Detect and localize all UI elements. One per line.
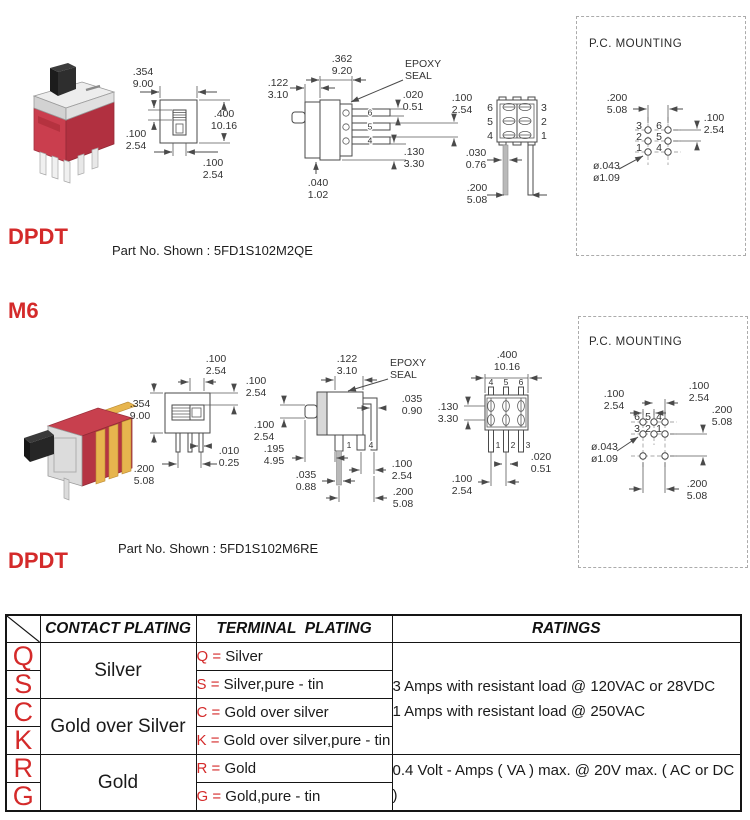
dim-s1-tv-width-mm: 9.00: [132, 78, 154, 90]
code-k: K: [6, 727, 40, 755]
header-contact-plating: CONTACT PLATING: [40, 615, 196, 643]
dim-s2-sv-pint-mm: 0.90: [401, 405, 423, 417]
dim-s2-sv-pitch-mm: 2.54: [391, 470, 413, 482]
terminal-k: K = Gold over silver,pure - tin: [196, 727, 392, 755]
pc1-hole-4: 4: [656, 142, 662, 154]
pc2-hole-6: 6: [634, 411, 640, 423]
dim-s2-tv-travel-mm: 2.54: [205, 365, 227, 377]
dim-s1-tv-sliderw-mm: 2.54: [202, 169, 224, 181]
table-corner-cell: [6, 615, 40, 643]
s1-sv-pin-5: 5: [367, 121, 373, 132]
dim-s1-tv-height-mm: 10.16: [210, 120, 238, 132]
s2-side-view: [254, 353, 426, 510]
terminal-s: S = Silver,pure - tin: [196, 671, 392, 699]
dim-s2-tv-span-mm: 5.08: [133, 475, 155, 487]
s1-sv-pin-4: 4: [367, 135, 373, 146]
s1-fv-pin-2: 2: [541, 116, 547, 128]
s1-top-view: [126, 66, 238, 181]
type-label-dpdt-2: DPDT: [8, 548, 68, 573]
dim-s1-sv-flange-mm: 1.02: [307, 189, 329, 201]
dim-s2-tv-pint-in: .010: [218, 445, 240, 457]
dim-s2-fv-pint-mm: 0.51: [530, 463, 552, 475]
table-row: [6, 755, 741, 783]
s1-fv-pin-5: 5: [487, 116, 493, 128]
plating-ratings-table-wrap: [5, 614, 742, 812]
dim-pc2-legoffset-in: .200: [711, 404, 733, 416]
dim-s2-tv-edge-in: .100: [245, 375, 267, 387]
s1-sv-pin-6: 6: [367, 107, 373, 118]
dim-s1-sv-pitch-mm: 2.54: [451, 104, 473, 116]
dim-s1-tv-width-in: .354: [132, 66, 154, 78]
dim-s2-sv-bushing-in: .122: [336, 353, 358, 365]
s1-fv-pin-4: 4: [487, 130, 493, 142]
table-row: [6, 643, 741, 671]
s2-fv-pin-3: 3: [525, 440, 531, 450]
dim-s1-fv-pinw-mm: 0.76: [465, 159, 487, 171]
pc2-hole-4: 4: [656, 411, 662, 423]
dim-s1-sv-bodyw-mm: 9.20: [331, 65, 353, 77]
dim-pc2-holedia-in: ø.043: [591, 441, 618, 453]
pc2-hole-1: 1: [656, 423, 662, 435]
dim-s1-fv-span-in: .200: [466, 182, 488, 194]
dim-s2-sv-bushing-mm: 3.10: [336, 365, 358, 377]
dim-s2-sv-act-in: .100: [253, 419, 275, 431]
dim-s2-fv-pint-in: .020: [530, 451, 552, 463]
terminal-c: C = Gold over silver: [196, 699, 392, 727]
dim-s2-fv-pitch-mm: 2.54: [451, 485, 473, 497]
switch-photo-vertical-body: [34, 63, 114, 183]
code-r: R: [6, 755, 40, 783]
terminal-g: G = Gold,pure - tin: [196, 783, 392, 812]
dim-pc1-rowpitch-in: .100: [703, 112, 725, 124]
dim-s2-tv-span-in: .200: [133, 463, 155, 475]
dim-s2-sv-pint-in: .035: [401, 393, 423, 405]
dim-pc1-holedia-in: ø.043: [593, 160, 620, 172]
dim-s2-sv-legspan-in: .200: [392, 486, 414, 498]
ratings-group-1: 3 Amps with resistant load @ 120VAC or 28VDC 1 Amps with resistant load @ 250VAC: [392, 643, 741, 755]
dim-s1-tv-travel-mm: 2.54: [125, 140, 147, 152]
dim-pc1-rowpitch-mm: 2.54: [703, 124, 725, 136]
dim-pc2-pitchb-mm: 2.54: [688, 392, 710, 404]
epoxy-seal-label-1: EPOXY: [405, 58, 442, 70]
terminal-q: Q = Silver: [196, 643, 392, 671]
dim-s1-sv-pint-in: .020: [402, 89, 424, 101]
dim-pc2-legoffset-mm: 5.08: [711, 416, 733, 428]
header-ratings: RATINGS: [392, 615, 741, 643]
epoxy-seal-label-2-1: EPOXY: [390, 357, 427, 369]
dim-s1-sv-bushing-in: .122: [267, 77, 289, 89]
dim-s2-sv-depth-in: .195: [263, 443, 285, 455]
pc-mounting-box-2: [578, 316, 748, 568]
drawings-dpdt-m2: [110, 40, 580, 240]
header-terminal-plating: TERMINAL PLATING: [196, 615, 392, 643]
epoxy-seal-label-2: SEAL: [405, 70, 432, 82]
part-no-1: Part No. Shown : 5FD1S102M2QE: [112, 243, 313, 258]
code-g: G: [6, 783, 40, 812]
dim-pc2-holedia-mm: ø1.09: [591, 453, 618, 465]
dim-pc2-legspan-in: .200: [686, 478, 708, 490]
s1-fv-pin-1: 1: [541, 130, 547, 142]
dim-s1-fv-pinw-in: .030: [465, 147, 487, 159]
pc1-hole-1: 1: [636, 142, 642, 154]
dim-s2-fv-pitch-in: .100: [451, 473, 473, 485]
contact-gold-over-silver: Gold over Silver: [40, 699, 196, 755]
code-q: Q: [6, 643, 40, 671]
terminal-r: R = Gold: [196, 755, 392, 783]
contact-gold: Gold: [40, 755, 196, 812]
dim-s2-sv-legw-mm: 0.88: [295, 481, 317, 493]
dim-pc1-colpitch-mm: 5.08: [606, 104, 628, 116]
s1-fv-pin-6: 6: [487, 102, 493, 114]
dim-s1-tv-sliderw-in: .100: [202, 157, 224, 169]
dim-s1-tv-travel-in: .100: [125, 128, 147, 140]
dim-s1-sv-bodyw-in: .362: [331, 53, 353, 65]
epoxy-seal-label-2-2: SEAL: [390, 369, 417, 381]
pc2-hole-3: 3: [634, 423, 640, 435]
series-label-m6: M6: [8, 298, 39, 323]
dim-pc1-colpitch-in: .200: [606, 92, 628, 104]
dim-s1-fv-span-mm: 5.08: [466, 194, 488, 206]
s2-top-view: [130, 353, 267, 487]
dim-pc1-holedia-mm: ø1.09: [593, 172, 620, 184]
s2-fv-pin-2: 2: [510, 440, 516, 450]
dim-s1-sv-pinlen-in: .130: [403, 146, 425, 158]
s2-fv-pin-4: 4: [488, 377, 494, 387]
pc-mounting-title-1: P.C. MOUNTING: [589, 38, 683, 50]
pc-mounting-drawing-1: [577, 17, 745, 255]
dim-s2-fv-bodyw-mm: 10.16: [493, 361, 521, 373]
drawings-dpdt-m6: [110, 340, 580, 520]
contact-silver: Silver: [40, 643, 196, 699]
code-s: S: [6, 671, 40, 699]
pc2-hole-5: 5: [645, 411, 651, 423]
dim-s1-tv-height-in: .400: [213, 108, 235, 120]
dim-s2-sv-legw-in: .035: [295, 469, 317, 481]
dim-s2-tv-edge-mm: 2.54: [245, 387, 267, 399]
pc1-hole-2: 2: [636, 131, 642, 143]
pc1-hole-3: 3: [636, 120, 642, 132]
s2-sv-pin-1: 1: [346, 440, 352, 450]
dim-s1-sv-pint-mm: 0.51: [402, 101, 424, 113]
dim-pc2-pitcha-mm: 2.54: [603, 400, 625, 412]
type-label-dpdt-1: DPDT: [8, 224, 68, 249]
dim-s1-sv-pitch-in: .100: [451, 92, 473, 104]
dim-s2-fv-rowpitch-mm: 3.30: [437, 413, 459, 425]
s2-fv-pin-1: 1: [495, 440, 501, 450]
dim-s2-sv-legspan-mm: 5.08: [392, 498, 414, 510]
dim-s1-sv-bushing-mm: 3.10: [267, 89, 289, 101]
pc-mounting-box-1: [576, 16, 746, 256]
corner-diagonal: [7, 616, 40, 642]
dim-s2-tv-travel-in: .100: [205, 353, 227, 365]
pc1-hole-5: 5: [656, 131, 662, 143]
dim-s2-tv-height-mm: 9.00: [129, 410, 151, 422]
dim-pc2-legspan-mm: 5.08: [686, 490, 708, 502]
pc-mounting-title-2: P.C. MOUNTING: [589, 336, 683, 348]
s1-side-view: [268, 53, 473, 201]
dim-pc2-pitchb-in: .100: [688, 380, 710, 392]
pc1-hole-6: 6: [656, 120, 662, 132]
pc-mounting-drawing-2: [579, 317, 747, 567]
s2-sv-pin-4: 4: [368, 440, 374, 450]
dim-s2-fv-rowpitch-in: .130: [437, 401, 459, 413]
dim-s2-fv-bodyw-in: .400: [496, 349, 518, 361]
dim-s2-sv-depth-mm: 4.95: [263, 455, 285, 467]
plating-ratings-table: [5, 614, 742, 812]
pc2-hole-2: 2: [645, 423, 651, 435]
dim-pc2-pitcha-in: .100: [603, 388, 625, 400]
code-c: C: [6, 699, 40, 727]
dim-s2-sv-act-mm: 2.54: [253, 431, 275, 443]
dim-s2-tv-pint-mm: 0.25: [218, 457, 240, 469]
part-no-2: Part No. Shown : 5FD1S102M6RE: [118, 541, 319, 556]
ratings-group-2: 0.4 Volt - Amps ( VA ) max. @ 20V max. ( AC or DC ): [392, 755, 741, 812]
s2-fv-pin-5: 5: [503, 377, 509, 387]
dim-s1-sv-pinlen-mm: 3.30: [403, 158, 425, 170]
pc2-holes: [631, 411, 677, 467]
dim-s2-sv-pitch-in: .100: [391, 458, 413, 470]
s1-fv-pin-3: 3: [541, 102, 547, 114]
dim-s2-tv-height-in: .354: [129, 398, 151, 410]
s2-fv-pin-6: 6: [518, 377, 524, 387]
s2-front-view: [438, 349, 552, 497]
dim-s1-sv-flange-in: .040: [307, 177, 329, 189]
s1-front-view: [466, 97, 547, 206]
